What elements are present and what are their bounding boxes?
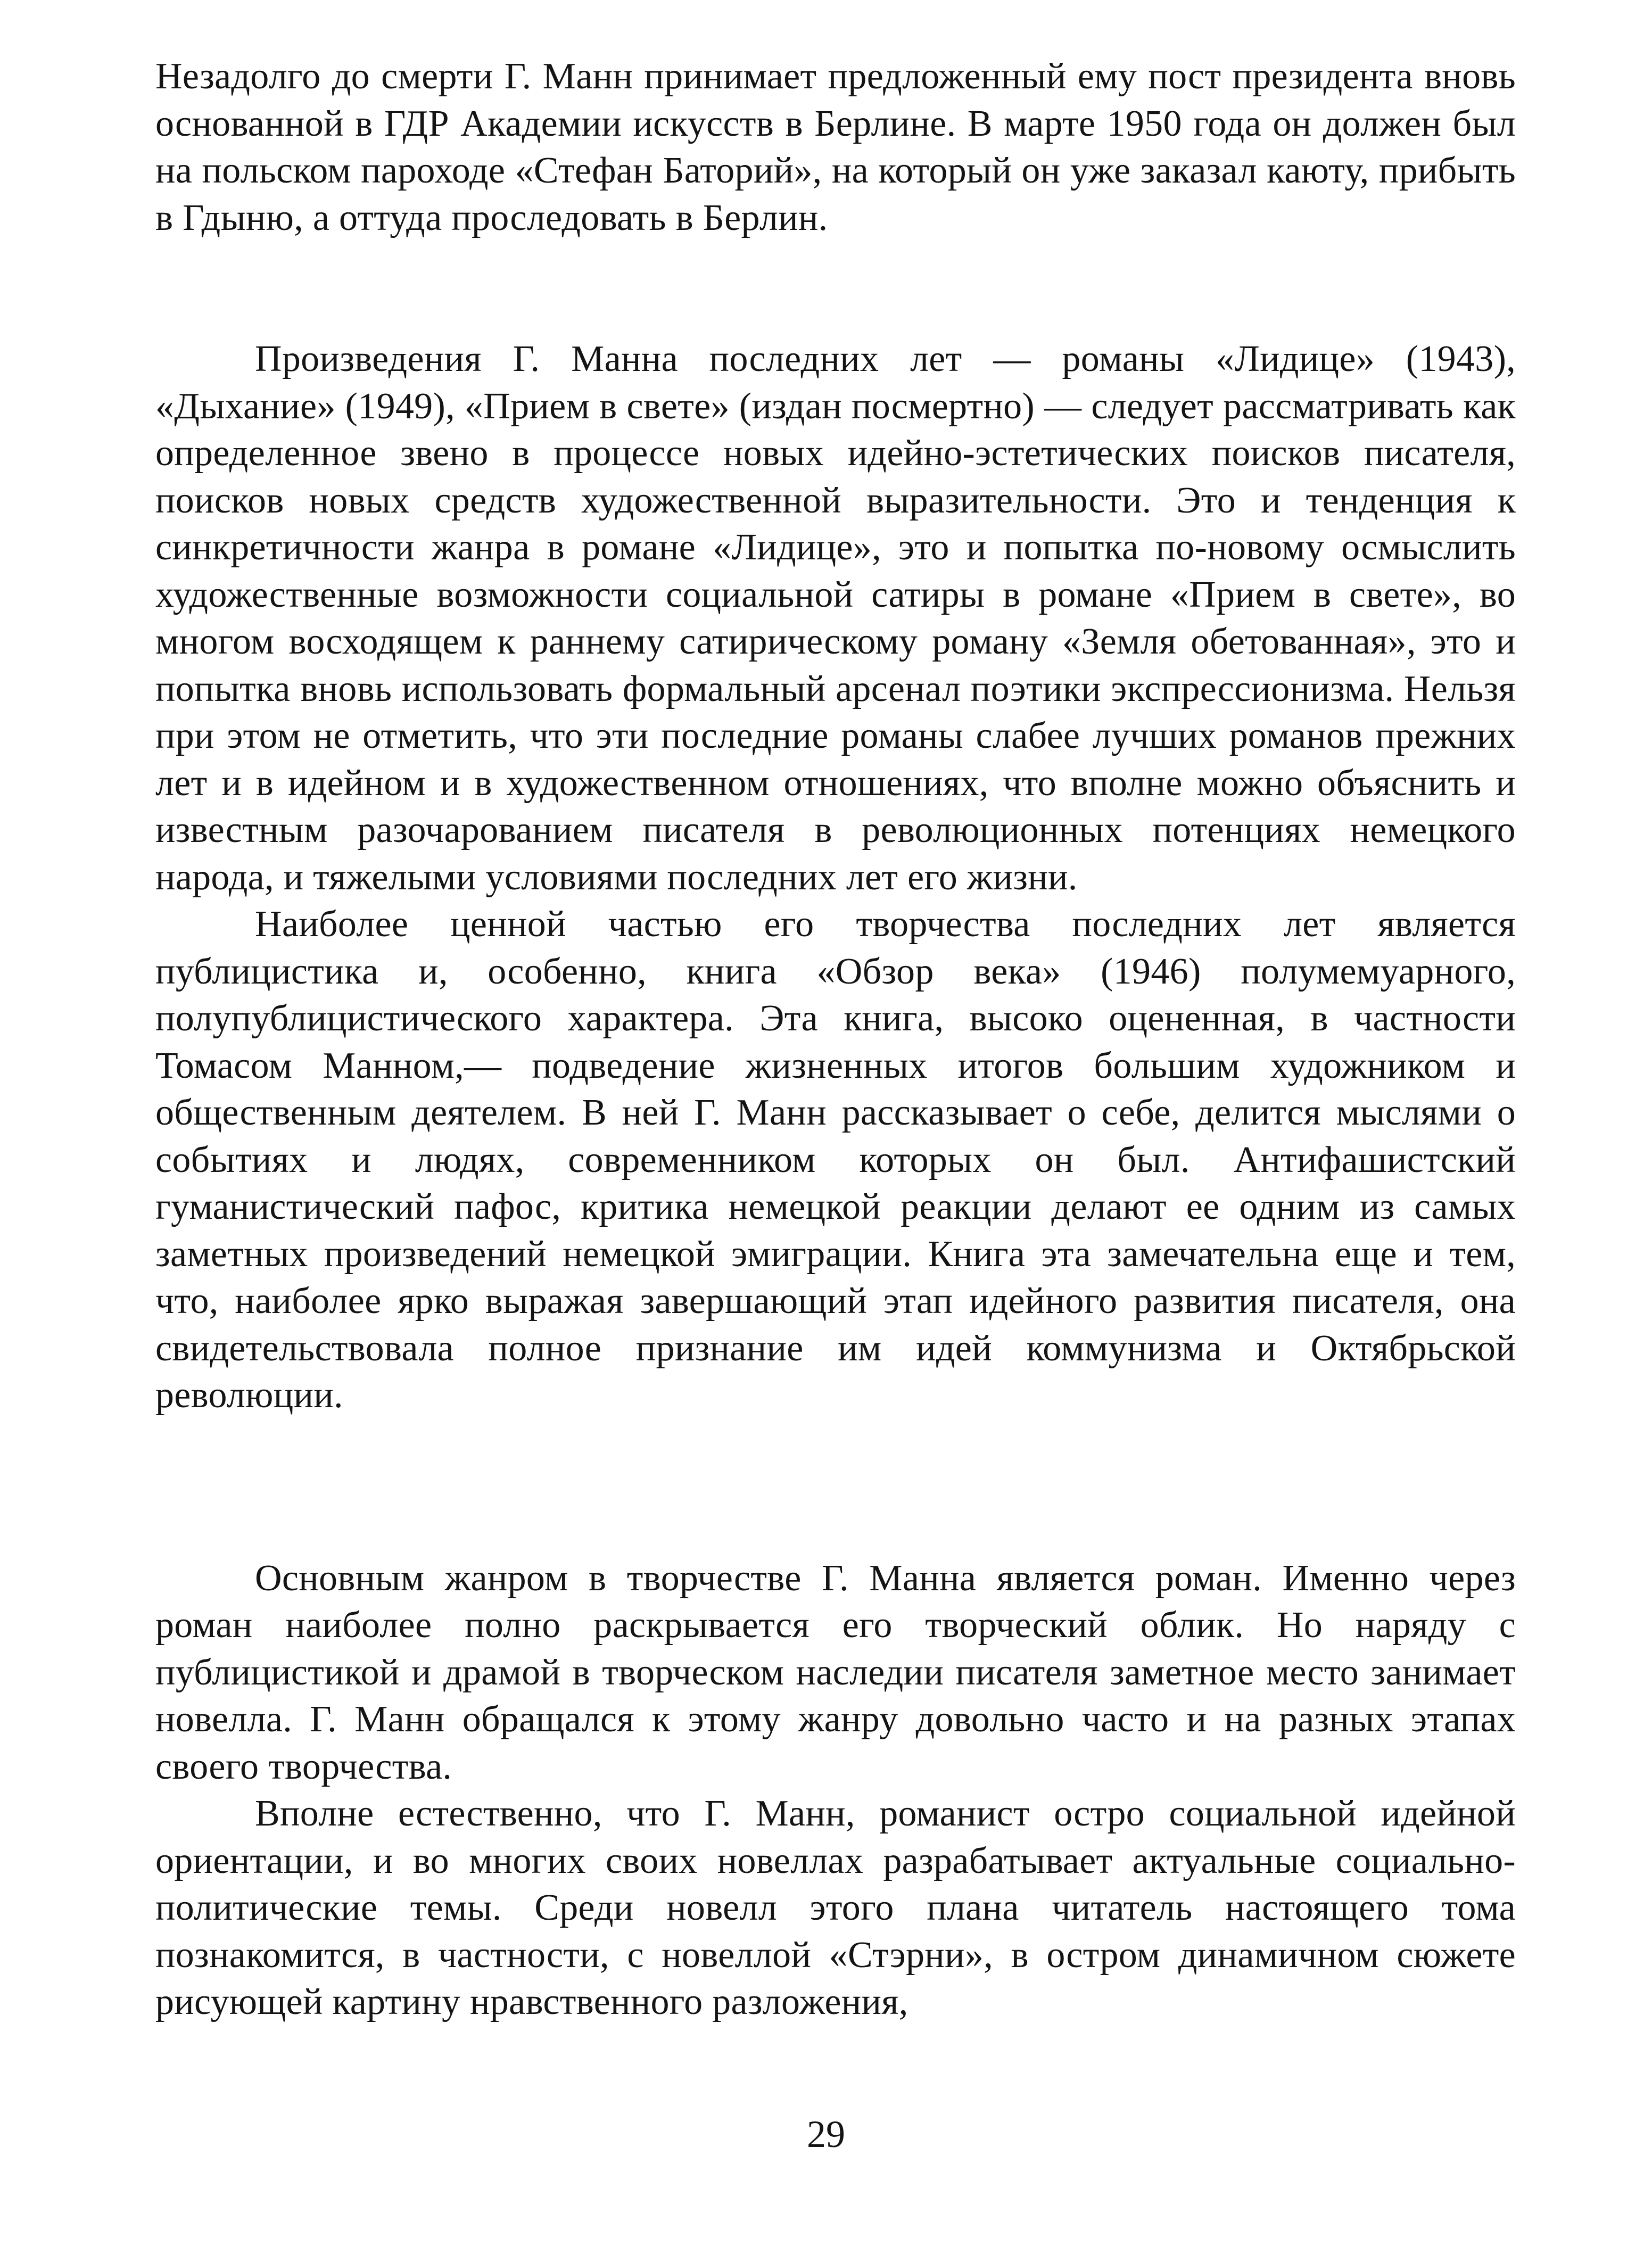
- page-body: [155, 53, 1516, 2026]
- section-gap: [155, 1419, 1516, 1555]
- page-number: 29: [807, 2113, 845, 2155]
- paragraph-5: Вполне естественно, что Г. Манн, романист остро социальной идейной ориентации, и во многих своих новеллах разрабатывает актуальные социально-политические темы. Среди новелл этого плана читатель настоящего тома познакомится, в частности, с новеллой «Стэрни», в остром динамичном сюжете рисующей картину нравственного разложения,: [155, 1793, 1516, 2022]
- section-gap: [155, 242, 1516, 336]
- paragraph-2: Произведения Г. Манна последних лет — романы «Лидице» (1943), «Дыхание» (1949), «Прием в свете» (издан посмертно) — следует рассматривать как определенное звено в процессе новых идейно-эстетических поисков писателя, поисков новых средств художественной выразительности. Это и тенденция к синкретичности жанра в романе «Лидице», это и попытка по-новому осмыслить художественные возможности социальной сатиры в романе «Прием в свете», во многом восходящем к раннему сатирическому роману «Земля обетованная», это и попытка вновь использовать формальный арсенал поэтики экспрессионизма. Нельзя при этом не отметить, что эти последние романы слабее лучших романов прежних лет и в идейном и в художественном отношениях, что вполне можно объяснить и известным разочарованием писателя в революционных потенциях немецкого народа, и тяжелыми условиями последних лет его жизни.: [155, 338, 1516, 898]
- paragraph-3: Наиболее ценной частью его творчества последних лет является публицистика и, особенно, книга «Обзор века» (1946) полумемуарного, полупублицистического характера. Эта книга, высоко оцененная, в частности Томасом Манном,— подведение жизненных итогов большим художником и общественным деятелем. В ней Г. Манн рассказывает о себе, делится мыслями о событиях и людях, современником которых он был. Антифашистский гуманистический пафос, критика немецкой реакции делают ее одним из самых заметных произведений немецкой эмиграции. Книга эта замечательна еще и тем, что, наиболее ярко выражая завершающий этап идейного развития писателя, она свидетельствовала полное признание им идей коммунизма и Октябрьской революции.: [155, 904, 1516, 1416]
- paragraph-4: Основным жанром в творчестве Г. Манна является роман. Именно через роман наиболее полно раскрывается его творческий облик. Но наряду с публицистикой и драмой в творческом наследии писателя заметное место занимает новелла. Г. Манн обращался к этому жанру довольно часто и на разных этапах своего творчества.: [155, 1557, 1516, 1787]
- paragraph-1: Незадолго до смерти Г. Манн принимает предложенный ему пост президента вновь основанной в ГДР Академии искусств в Берлине. В марте 1950 года он должен был на польском пароходе «Стефан Баторий», на который он уже заказал каюту, прибыть в Гдыню, а оттуда проследовать в Берлин.: [155, 56, 1516, 238]
